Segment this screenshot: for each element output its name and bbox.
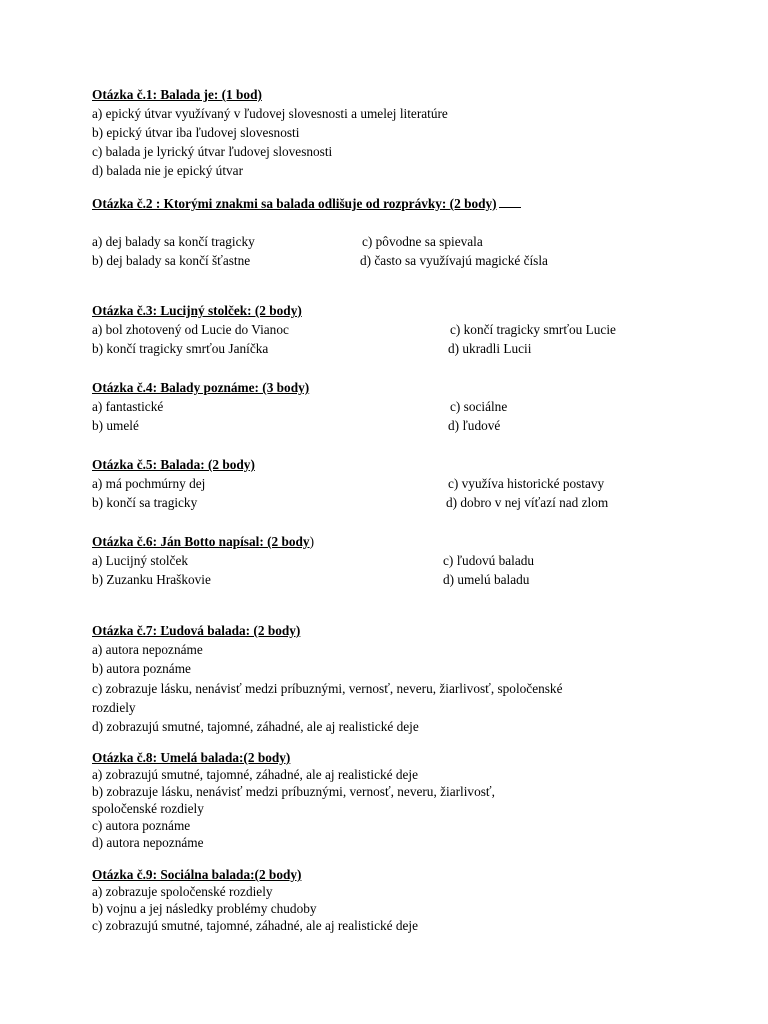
question-8-option-d: d) autora nepoznáme <box>92 835 204 850</box>
question-9-option-b: b) vojnu a jej následky problémy chudoby <box>92 901 317 916</box>
question-1-option-b: b) epický útvar iba ľudovej slovesnosti <box>92 125 300 140</box>
question-3-option-c: c) končí tragicky smrťou Lucie <box>450 322 616 337</box>
question-6-option-a: a) Lucijný stolček <box>92 553 188 568</box>
question-2-option-d: d) často sa využívajú magické čísla <box>360 253 548 268</box>
question-8-option-a: a) zobrazujú smutné, tajomné, záhadné, ale aj realistické deje <box>92 767 418 782</box>
question-5-option-b: b) končí sa tragicky <box>92 495 198 510</box>
question-8-title: Otázka č.8: Umelá balada:(2 body) <box>92 750 291 765</box>
question-3-option-a: a) bol zhotovený od Lucie do Vianoc <box>92 322 289 337</box>
question-3-option-d: d) ukradli Lucii <box>448 341 532 356</box>
question-4-option-d: d) ľudové <box>448 418 501 433</box>
question-8-option-c: c) autora poznáme <box>92 818 191 833</box>
question-2-option-c: c) pôvodne sa spievala <box>362 234 483 249</box>
question-3-option-b: b) končí tragicky smrťou Janíčka <box>92 341 269 356</box>
question-2-title-row <box>92 195 521 212</box>
question-6-title-row <box>92 534 314 550</box>
question-6-option-b: b) Zuzanku Hraškovie <box>92 572 211 587</box>
question-9-option-a: a) zobrazuje spoločenské rozdiely <box>92 884 273 899</box>
question-7-option-c-cont: rozdiely <box>92 700 136 715</box>
question-4-option-a: a) fantastické <box>92 399 164 414</box>
question-8-option-b-cont: spoločenské rozdiely <box>92 801 204 816</box>
question-4-option-b: b) umelé <box>92 418 139 433</box>
question-7-option-d: d) zobrazujú smutné, tajomné, záhadné, ale aj realistické deje <box>92 719 419 734</box>
question-2-option-b: b) dej balady sa končí šťastne <box>92 253 251 268</box>
question-6-title: Otázka č.6: Ján Botto napísal: (2 body <box>92 534 310 549</box>
question-1-option-a: a) epický útvar využívaný v ľudovej slovesnosti a umelej literatúre <box>92 106 448 121</box>
question-8-option-b: b) zobrazuje lásku, nenávisť medzi príbuznými, vernosť, neveru, žiarlivosť, <box>92 784 495 799</box>
question-2-title: Otázka č.2 : Ktorými znakmi sa balada odlišuje od rozprávky: (2 body) <box>92 196 497 211</box>
question-1-option-c: c) balada je lyrický útvar ľudovej slovesnosti <box>92 144 333 159</box>
question-2-option-a: a) dej balady sa končí tragicky <box>92 234 255 249</box>
question-4-title: Otázka č.4: Balady poznáme: (3 body) <box>92 380 310 395</box>
question-7-option-a: a) autora nepoznáme <box>92 642 203 657</box>
question-5-option-c: c) využíva historické postavy <box>448 476 605 491</box>
question-5-option-a: a) má pochmúrny dej <box>92 476 206 491</box>
question-1-option-d: d) balada nie je epický útvar <box>92 163 243 178</box>
question-6-option-d: d) umelú baladu <box>443 572 530 587</box>
question-5-option-d: d) dobro v nej víťazí nad zlom <box>446 495 609 510</box>
question-7-option-c: c) zobrazuje lásku, nenávisť medzi príbuznými, vernosť, neveru, žiarlivosť, spoločenské <box>92 681 563 696</box>
question-9-title: Otázka č.9: Sociálna balada:(2 body) <box>92 867 302 882</box>
question-7-title: Otázka č.7: Ľudová balada: (2 body) <box>92 623 301 638</box>
question-4-option-c: c) sociálne <box>450 399 508 414</box>
question-2-underline-tail <box>499 195 521 208</box>
question-1-title: Otázka č.1: Balada je: (1 bod) <box>92 87 262 102</box>
question-3-title: Otázka č.3: Lucijný stolček: (2 body) <box>92 303 302 318</box>
question-6-title-tail: ) <box>309 534 315 549</box>
question-7-option-b: b) autora poznáme <box>92 661 191 676</box>
question-9-option-c: c) zobrazujú smutné, tajomné, záhadné, ale aj realistické deje <box>92 918 418 933</box>
question-6-option-c: c) ľudovú baladu <box>443 553 535 568</box>
question-5-title: Otázka č.5: Balada: (2 body) <box>92 457 255 472</box>
